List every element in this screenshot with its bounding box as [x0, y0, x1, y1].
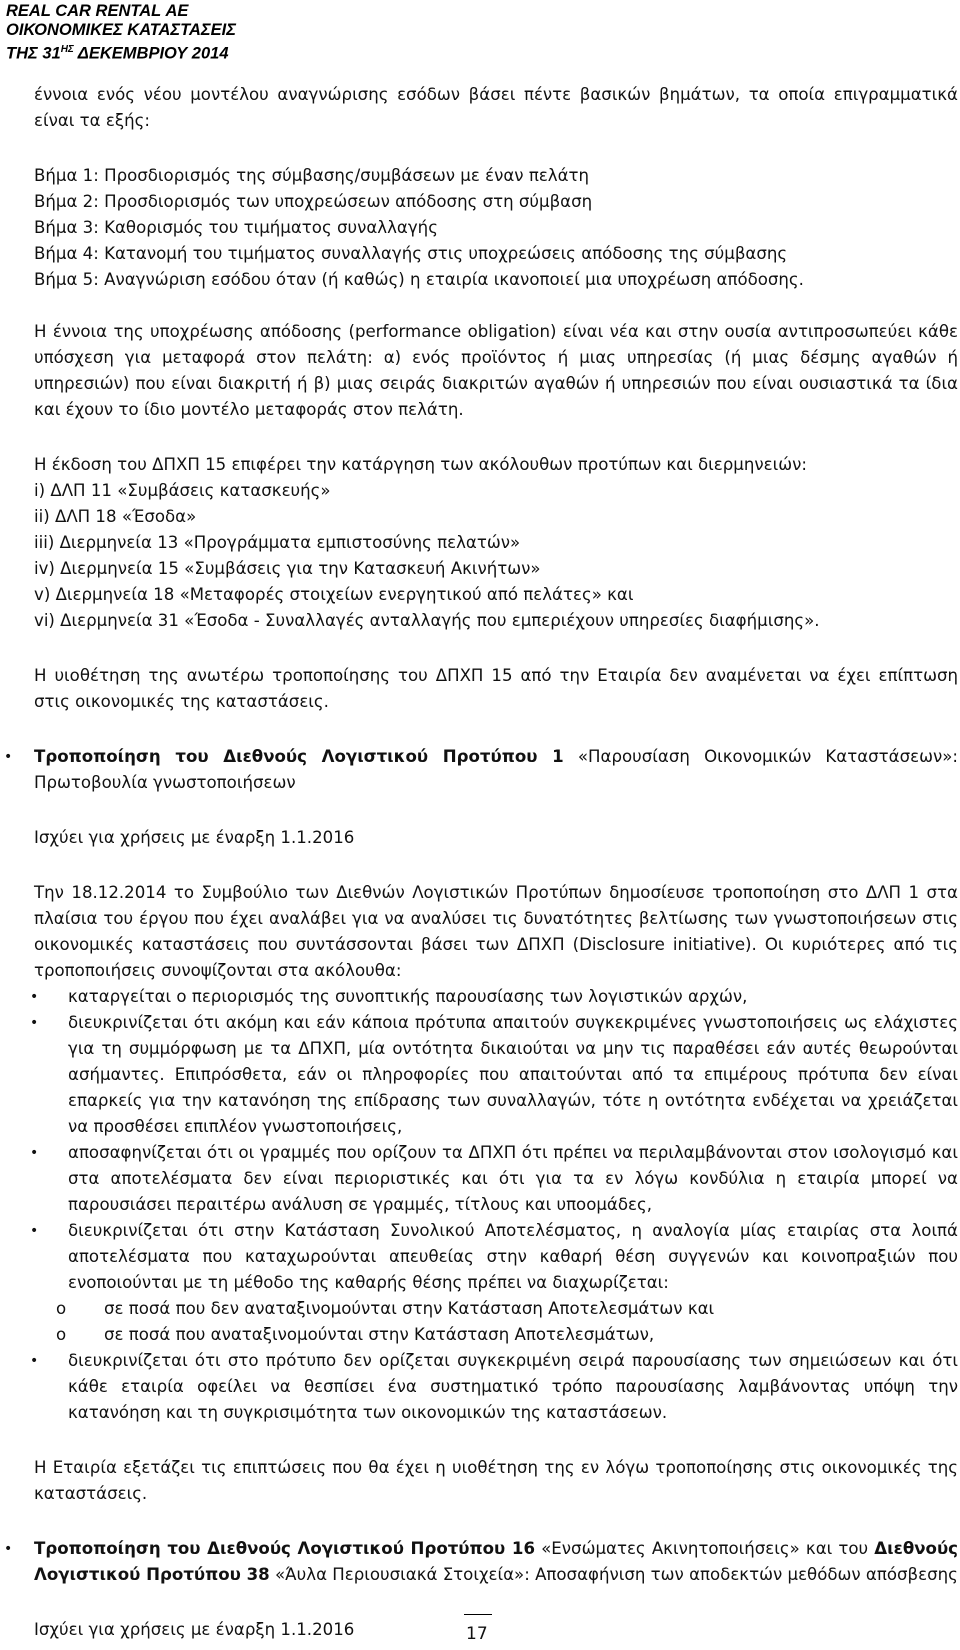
list-item: • διευκρινίζεται ότι ακόμη και εάν κάποια πρότυπα απαιτούν συγκεκριμένες γνωστοποιήσεις ως ελάχιστες για τη συμμόρφωση με τα ΔΠΧΠ, μία οντότητα δικαιούται να μην τις παραθέσει εάν αυτές θεωρούνται ασήμαντες. Επιπρόσθετα, εάν οι πληροφορίες που απαιτούνται από τα επιμέρους πρότυπα δεν είναι επαρκείς για την κατανόηση της επίδρασης των συναλλαγών, τότε η οντότητα ενδέχεται να χρειάζεται να προσθέσει επιπλέον γνωστοποιήσεις,: [34, 1010, 958, 1140]
bullet-icon: •: [4, 1541, 13, 1557]
sub-list-item: o σε ποσά που αναταξινομούνται στην Κατάσταση Αποτελεσμάτων,: [34, 1322, 958, 1348]
ias1-section-heading: [4, 744, 958, 796]
list-item: • καταργείται ο περιορισμός της συνοπτικής παρουσίασης των λογιστικών αρχών,: [34, 984, 958, 1010]
step-item: Βήμα 2: Προσδιορισμός των υποχρεώσεων απόδοσης στη σύμβαση: [34, 192, 593, 211]
circle-bullet-icon: o: [56, 1325, 67, 1344]
repeal-item: v) Διερμηνεία 18 «Μεταφορές στοιχείων ενεργητικού από πελάτες» και: [34, 585, 634, 604]
list-item: • αποσαφηνίζεται ότι οι γραμμές που ορίζουν τα ΔΠΧΠ ότι πρέπει να περιλαμβάνονται στον ισολογισμό και στα αποτελέσματα δεν είναι περιοριστικές και ότι για τα εν λόγω κονδύλια η εταιρία μπορεί να παρουσιάσει περαιτέρω ανάλυση σε γραμμές, τίτλους και υποομάδες,: [34, 1140, 958, 1218]
bullet-icon: •: [30, 1223, 39, 1239]
date-suffix: ΔΕΚΕΜΒΡΙΟΥ 2014: [73, 44, 229, 63]
performance-obligation-paragraph: Η έννοια της υποχρέωσης απόδοσης (performance obligation) είναι νέα και στην ουσία αντιπροσωπεύει κάθε υπόσχεση για μεταφορά στον πελάτη: α) ενός προϊόντος ή μιας υπηρεσίας (ή μιας δέσμης αγαθών ή υπηρεσιών) που είναι διακριτή ή β) μιας σειράς διακριτών αγαθών ή υπηρεσιών που είναι ουσιαστικά τα ίδια και έχουν το ίδιο μοντέλο μεταφοράς στον πελάτη.: [34, 322, 958, 419]
list-item: • διευκρινίζεται ότι στην Κατάσταση Συνολικού Αποτελέσματος, η αναλογία μίας εταιρίας στα λοιπά αποτελέσματα που καταχωρούνται απευθείας στην καθαρή θέση συγγενών και κοινοπραξιών που ενοποιούνται με τη μέθοδο της καθαρής θέσης πρέπει να διαχωρίζεται:: [34, 1218, 958, 1296]
list-item: • διευκρινίζεται ότι στο πρότυπο δεν ορίζεται συγκεκριμένη σειρά παρουσίασης των σημειώσεων και ότι κάθε εταιρία οφείλει να θεσπίσει ένα συστηματικό τρόπο παρουσίασης λαμβάνοντας υπόψη την κατανόηση και τη συγκρισιμότητα των οικονομικών της καταστάσεων.: [34, 1348, 958, 1426]
repeal-item: iv) Διερμηνεία 15 «Συμβάσεις για την Κατασκευή Ακινήτων»: [34, 559, 541, 578]
document-title: ΟΙΚΟΝΟΜΙΚΕΣ ΚΑΤΑΣΤΑΣΕΙΣ: [6, 21, 236, 39]
ias1-effective-date: Ισχύει για χρήσεις με έναρξη 1.1.2016: [34, 828, 355, 847]
ias1-evaluation: Η Εταιρία εξετάζει τις επιπτώσεις που θα έχει η υιοθέτηση της εν λόγω τροποποίησης στις οικονομικές της καταστάσεις.: [34, 1458, 958, 1503]
document-date: [6, 40, 236, 64]
page-header: [6, 2, 236, 64]
bullet-icon: •: [30, 989, 39, 1005]
repeal-list: [34, 478, 958, 634]
page-number: 17: [466, 1624, 488, 1644]
ias16-title-bold: Τροποποίηση του Διεθνούς Λογιστικού Προτύπου 16: [34, 1539, 535, 1558]
bullet-icon: •: [4, 749, 13, 765]
ias16-section-heading: [4, 1536, 958, 1588]
step-item: Βήμα 4: Κατανομή του τιμήματος συναλλαγής στις υποχρεώσεις απόδοσης της σύμβασης: [34, 244, 788, 263]
step-item: Βήμα 1: Προσδιορισμός της σύμβασης/συμβάσεων με έναν πελάτη: [34, 166, 590, 185]
ias1-title-bold: Τροποποίηση του Διεθνούς Λογιστικού Προτύπου 1: [34, 747, 564, 766]
ias38-title-rest: «Άυλα Περιουσιακά Στοιχεία»: Αποσαφήνιση των αποδεκτών μεθόδων απόσβεσης: [269, 1565, 958, 1584]
date-superscript: ΗΣ: [60, 44, 74, 55]
ias1-points-list: [30, 984, 958, 1426]
ias38-title-bold: Διεθνούς Λογιστικού Προτύπου 38: [34, 1539, 958, 1584]
ias1-description: Την 18.12.2014 το Συμβούλιο των Διεθνών Λογιστικών Προτύπων δημοσίευσε τροποποίηση στο ΔΛΠ 1 στα πλαίσια του έργου που έχει αναλάβει για να αναλύσει τις δυνατότητες βελτίωσης των γνωστοποιήσεων στις οικονομικές καταστάσεις που συντάσσονται βάσει των ΔΠΧΠ (Disclosure initiative). Οι κυριότερες από τις τροποποιήσεις συνοψίζονται στα ακόλουθα:: [34, 883, 958, 980]
date-prefix: ΤΗΣ 31: [6, 44, 61, 63]
repeal-intro: Η έκδοση του ΔΠΧΠ 15 επιφέρει την κατάργηση των ακόλουθων προτύπων και διερμηνειών:: [34, 455, 807, 474]
ias16-title-rest: «Ενσώματες Ακινητοποιήσεις» και του: [535, 1539, 875, 1558]
intro-paragraph: έννοια ενός νέου μοντέλου αναγνώρισης εσόδων βάσει πέντε βασικών βημάτων, τα οποία επιγραμματικά είναι τα εξής:: [34, 85, 958, 130]
bullet-icon: •: [30, 1015, 39, 1031]
step-item: Βήμα 5: Αναγνώριση εσόδου όταν (ή καθώς) η εταιρία ικανοποιεί μια υποχρέωση απόδοσης.: [34, 270, 804, 289]
repeal-item: vi) Διερμηνεία 31 «Έσοδα - Συναλλαγές ανταλλαγής που εμπεριέχουν υπηρεσίες διαφήμισης».: [34, 611, 820, 630]
repeal-item: i) ΔΛΠ 11 «Συμβάσεις κατασκευής»: [34, 481, 331, 500]
circle-bullet-icon: o: [56, 1299, 67, 1318]
ias1-title-rest: «Παρουσίαση Οικονομικών Καταστάσεων»: Πρωτοβουλία γνωστοποιήσεων: [34, 747, 958, 792]
bullet-icon: •: [30, 1353, 39, 1369]
step-item: Βήμα 3: Καθορισμός του τιμήματος συναλλαγής: [34, 218, 438, 237]
steps-list: [34, 163, 958, 293]
page-content: [4, 82, 958, 1643]
footer-divider: [464, 1614, 492, 1615]
repeal-item: iii) Διερμηνεία 13 «Προγράμματα εμπιστοσύνης πελατών»: [34, 533, 521, 552]
repeal-item: ii) ΔΛΠ 18 «Έσοδα»: [34, 507, 197, 526]
adoption-paragraph: Η υιοθέτηση της ανωτέρω τροποποίησης του ΔΠΧΠ 15 από την Εταιρία δεν αναμένεται να έχει επίπτωση στις οικονομικές της καταστάσεις.: [34, 666, 958, 711]
ias16-effective-date: Ισχύει για χρήσεις με έναρξη 1.1.2016: [34, 1620, 355, 1639]
bullet-icon: •: [30, 1145, 39, 1161]
sub-list-item: o σε ποσά που δεν αναταξινομούνται στην Κατάσταση Αποτελεσμάτων και: [34, 1296, 958, 1322]
company-name: REAL CAR RENTAL ΑΕ: [6, 2, 189, 20]
